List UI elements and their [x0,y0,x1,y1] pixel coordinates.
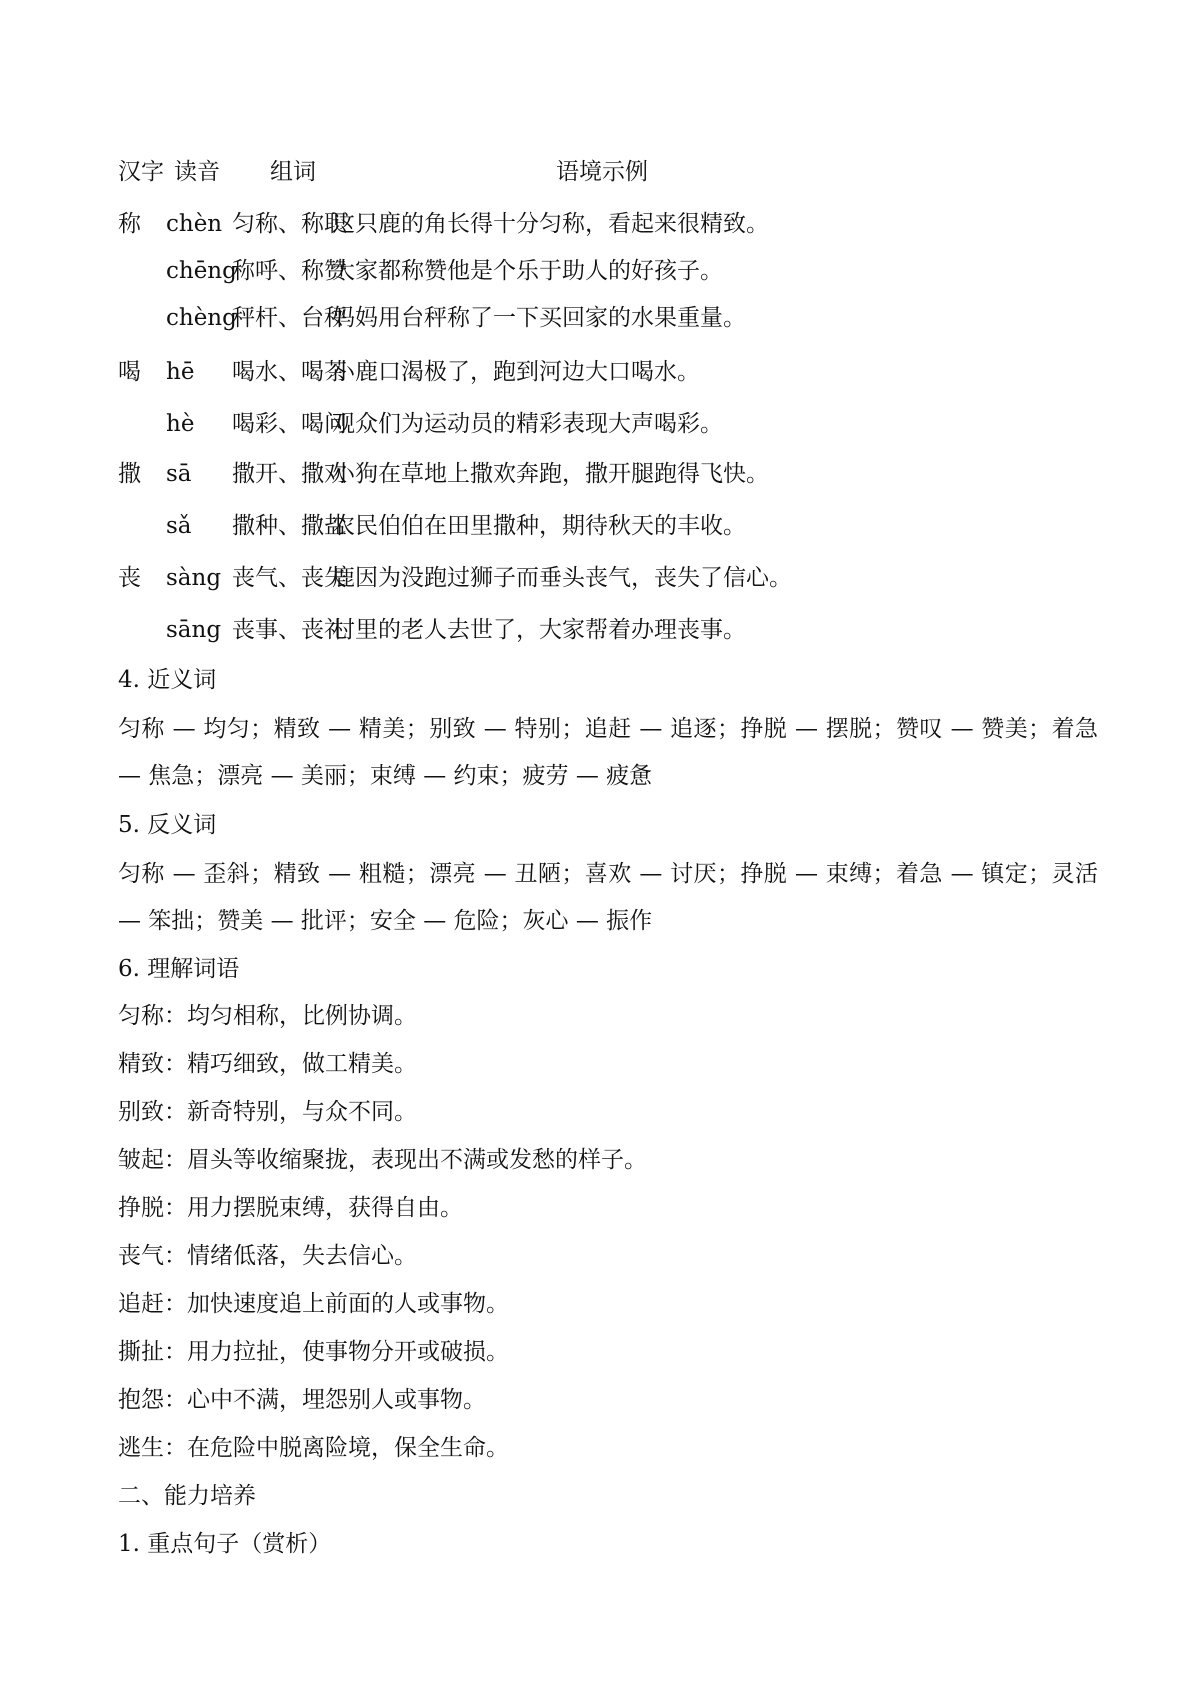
row-pinyin: hē [166,359,195,385]
row-words: 秤杆、台秤 [232,305,347,331]
row-pinyin: sàng [166,565,222,591]
row-pinyin: chēng [166,258,237,284]
subsection-heading: 1. 重点句子（赏析） [118,1531,332,1557]
row-words: 丧气、丧失 [232,565,347,591]
row-char: 丧 [118,565,141,591]
row-char: 撒 [118,461,141,487]
row-pinyin: sāng [166,617,222,643]
vocab-item: 精致：精巧细致，做工精美。 [118,1051,417,1077]
row-words: 喝水、喝茶 [232,359,347,385]
antonyms-heading: 5. 反义词 [118,812,217,838]
vocab-heading: 6. 理解词语 [118,956,240,982]
row-example: 鹿因为没跑过狮子而垂头丧气，丧失了信心。 [332,565,792,591]
row-words: 撒种、撒盐 [232,513,347,539]
row-example: 大家都称赞他是个乐于助人的好孩子。 [332,258,723,284]
row-example: 小鹿口渴极了，跑到河边大口喝水。 [332,359,700,385]
vocab-item: 丧气：情绪低落，失去信心。 [118,1243,417,1269]
row-words: 丧事、丧礼 [232,617,347,643]
row-example: 小狗在草地上撒欢奔跑，撒开腿跑得飞快。 [332,461,769,487]
vocab-item: 逃生：在危险中脱离险境，保全生命。 [118,1435,509,1461]
row-pinyin: chèng [166,305,237,331]
vocab-item: 皱起：眉头等收缩聚拢，表现出不满或发愁的样子。 [118,1147,647,1173]
row-char: 喝 [118,359,141,385]
row-example: 妈妈用台秤称了一下买回家的水果重量。 [332,305,746,331]
vocab-item: 撕扯：用力拉扯，使事物分开或破损。 [118,1339,509,1365]
vocab-item: 匀称：均匀相称，比例协调。 [118,1003,417,1029]
vocab-item: 抱怨：心中不满，埋怨别人或事物。 [118,1387,486,1413]
row-example: 这只鹿的角长得十分匀称，看起来很精致。 [332,211,769,237]
row-words: 匀称、称职 [232,211,347,237]
row-pinyin: sǎ [166,513,192,539]
row-pinyin: sā [166,461,192,487]
header-example: 语境示例 [556,159,648,185]
row-char: 称 [118,211,141,237]
row-pinyin: hè [166,411,195,437]
row-words: 称呼、称赞 [232,258,347,284]
row-example: 农民伯伯在田里撒种，期待秋天的丰收。 [332,513,746,539]
header-pinyin: 读音 [174,159,220,185]
antonyms-text: 匀称 — 歪斜；精致 — 粗糙；漂亮 — 丑陋；喜欢 — 讨厌；挣脱 — 束缚；着急 — 镇定；灵活 — 笨拙；赞美 — 批评；安全 — 危险；灰心 — 振作 [118,861,1098,934]
vocab-item: 追赶：加快速度追上前面的人或事物。 [118,1291,509,1317]
row-pinyin: chèn [166,211,223,237]
row-example: 村里的老人去世了，大家帮着办理丧事。 [332,617,746,643]
row-words: 撒开、撒欢 [232,461,347,487]
synonyms-heading: 4. 近义词 [118,667,217,693]
synonyms-text: 匀称 — 均匀；精致 — 精美；别致 — 特别；追赶 — 追逐；挣脱 — 摆脱；赞叹 — 赞美；着急 — 焦急；漂亮 — 美丽；束缚 — 约束；疲劳 — 疲惫 [118,716,1098,789]
row-example: 观众们为运动员的精彩表现大声喝彩。 [332,411,723,437]
vocab-item: 别致：新奇特别，与众不同。 [118,1099,417,1125]
section-heading: 二、能力培养 [118,1483,256,1509]
row-words: 喝彩、喝问 [232,411,347,437]
header-words: 组词 [270,159,316,185]
header-char: 汉字 [118,159,164,185]
vocab-item: 挣脱：用力摆脱束缚，获得自由。 [118,1195,463,1221]
